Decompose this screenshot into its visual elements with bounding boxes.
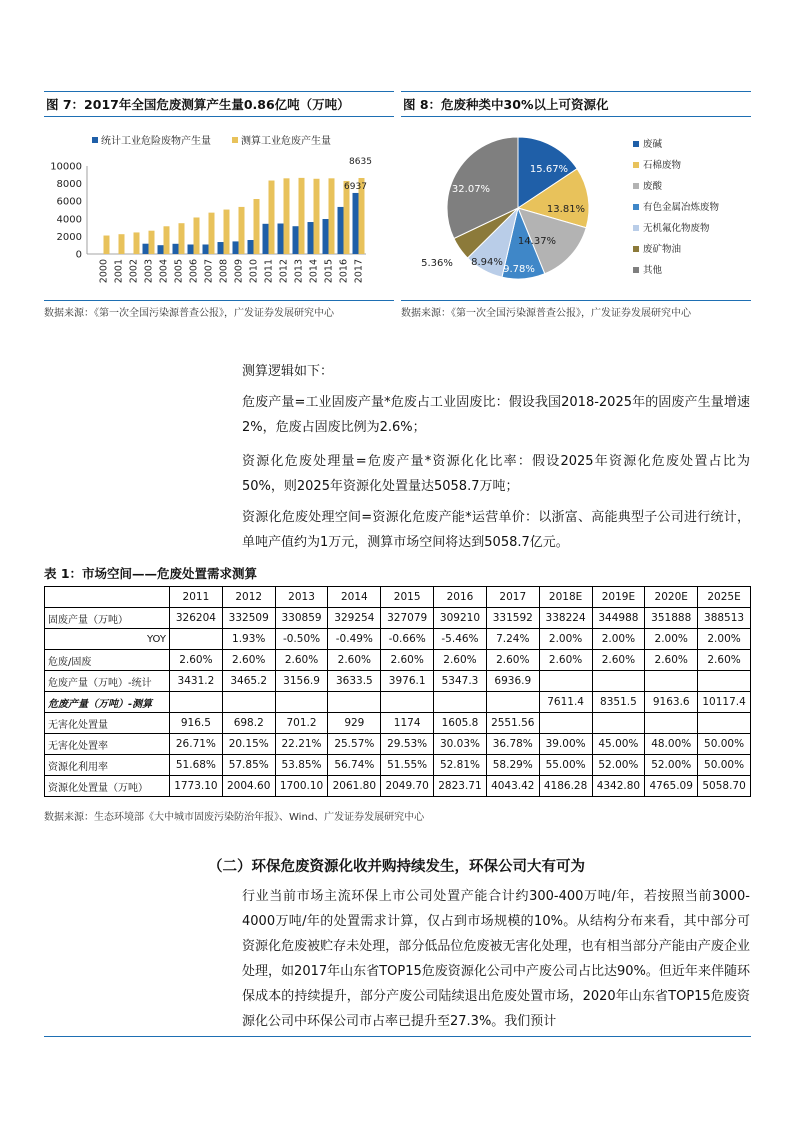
bar-est-2001 [119,234,125,254]
table-cell: 10117.4 [698,692,751,713]
fig8-top-rule [401,91,751,92]
legend-swatch-1 [232,137,238,143]
table-header-cell: 2011 [170,587,223,608]
table-row [45,650,751,671]
bar-est-2013 [299,178,305,254]
table-cell [170,629,223,650]
table-row [45,713,751,734]
table-cell: 2.00% [645,629,698,650]
fig8-source: 数据来源：《第一次全国污染源普查公报》，广发证券发展研究中心 [401,308,691,319]
table-cell: 4765.09 [645,776,698,797]
pie-legend-label-2: 废酸 [643,181,663,192]
table-cell: 26.71% [170,734,223,755]
section-body: 行业当前市场主流环保上市公司处置产能合计约300-400万吨/年，若按照当前3000-4000万吨/年的处置需求计算，仅占到市场规模的10%。从结构分布来看，其中部分可资源化危废被贮存未处理，部分低品位危废被无害化处理，也有相当部分产能由产废企业处理，如2017年山东省TOP15危废资源化公司中产废公司占比达90%。但近年来伴随环保成本的持续提升，部分产废公司陆续退出危废处置市场，2020年山东省TOP15危废资源化公司中环保公司市占率已提升至27.3%。我们预计 [242,889,750,1029]
fig8-title-rule [401,116,751,117]
table-cell: 50.00% [698,734,751,755]
bar-est-2006 [194,217,200,254]
pie-legend-label-6: 其他 [643,265,663,276]
table-cell: 20.15% [222,734,275,755]
table-cell: 332509 [222,608,275,629]
logic-paragraph-2: 资源化危废处理量=危废产量*资源化化比率：假设2025年资源化危废处置占比为50%，则2025年资源化处置量达5058.7万吨； [242,454,750,494]
table-cell: 329254 [328,608,381,629]
pie-label-4: 8.94% [471,257,503,268]
pie-legend-swatch-1 [633,162,639,168]
table-cell: 2.60% [170,650,223,671]
table-cell: 30.03% [434,734,487,755]
table-cell: 3976.1 [381,671,434,692]
table-cell: 53.85% [275,755,328,776]
table-cell: 2823.71 [434,776,487,797]
bar-est-2009 [239,207,245,254]
market-space-table [44,586,751,797]
y-tick-label: 10000 [50,161,82,173]
fig8-bottom-rule [401,300,751,301]
table-cell: 701.2 [275,713,328,734]
table-row-label: 危废产量（万吨）-测算 [45,692,170,713]
x-tick-label: 2010 [248,259,260,284]
table-row-label: 危废/固废 [45,650,170,671]
table-cell [645,671,698,692]
table-row-label: 固废产量（万吨） [45,608,170,629]
fig8-title: 图 8：危废种类中30%以上可资源化 [403,97,609,112]
table-cell: 2.60% [328,650,381,671]
table-cell: 2551.56 [486,713,539,734]
table-cell: 3156.9 [275,671,328,692]
x-tick-label: 2004 [158,259,170,284]
table-row [45,734,751,755]
table-cell: 2.60% [486,650,539,671]
pie-label-2: 14.37% [517,236,557,247]
x-tick-label: 2000 [98,259,110,284]
table-cell: 2.60% [275,650,328,671]
table-cell: 3465.2 [222,671,275,692]
pie-legend-swatch-2 [633,183,639,189]
fig7-top-rule [44,91,394,92]
table-cell: 7611.4 [539,692,592,713]
table-cell: 56.74% [328,755,381,776]
table-cell: 29.53% [381,734,434,755]
x-tick-label: 2014 [308,259,320,284]
table-row-label: 无害化处置量 [45,713,170,734]
table-cell: 52.81% [434,755,487,776]
table-cell: 2049.70 [381,776,434,797]
table-cell: 3633.5 [328,671,381,692]
y-tick-label: 6000 [56,196,82,208]
bar-stat-2011 [263,224,269,254]
table-cell: 5347.3 [434,671,487,692]
bar-stat-2017 [353,193,359,254]
x-tick-label: 2005 [173,259,185,284]
fig8-pie-chart [401,120,751,300]
table-cell: 388513 [698,608,751,629]
bar-stat-2004 [158,245,164,254]
table-cell: 4186.28 [539,776,592,797]
table-cell [539,713,592,734]
table-cell: 2.60% [645,650,698,671]
fig7-title: 图 7：2017年全国危废测算产生量0.86亿吨（万吨） [46,97,350,112]
table-cell: 351888 [645,608,698,629]
pie-legend-swatch-5 [633,246,639,252]
logic-paragraph-3: 资源化危废处理空间=资源化危废产能*运营单价：以浙富、高能典型子公司进行统计，单吨产值约为1万元，测算市场空间将达到5058.7亿元。 [242,510,750,550]
table-header-cell: 2018E [539,587,592,608]
x-tick-label: 2002 [128,259,140,284]
table-cell: 52.00% [592,755,645,776]
table-row-label: 资源化处置量（万吨） [45,776,170,797]
section-heading: （二）环保危废资源化收并购持续发生，环保公司大有可为 [208,859,585,875]
table-cell: -5.46% [434,629,487,650]
table-cell: 1.93% [222,629,275,650]
footer-rule [44,1036,751,1037]
pie-label-5: 5.36% [421,258,453,269]
bar-stat-2012 [278,224,284,254]
table-header-cell: 2012 [222,587,275,608]
x-tick-label: 2011 [263,259,275,284]
fig7-title-rule [44,116,394,117]
table-cell [222,692,275,713]
table-row [45,629,751,650]
bar-est-2015 [329,178,335,254]
bar-est-2007 [209,213,215,254]
x-tick-label: 2006 [188,259,200,284]
y-tick-label: 2000 [56,231,82,243]
bar-est-2012 [284,178,290,254]
bar-est-2004 [164,226,170,254]
bar-stat-2014 [308,222,314,254]
table-header-cell: 2013 [275,587,328,608]
pie-legend-label-4: 无机氟化物废物 [643,223,710,234]
bar-stat-2015 [323,219,329,254]
x-tick-label: 2012 [278,259,290,284]
y-tick-label: 4000 [56,214,82,226]
table-cell: 2.60% [698,650,751,671]
bar-est-2003 [149,231,155,254]
y-tick-label: 0 [75,249,82,261]
table-header-cell: 2016 [434,587,487,608]
table-cell: 344988 [592,608,645,629]
table-cell [698,671,751,692]
x-tick-label: 2015 [323,259,335,284]
table-cell [486,692,539,713]
logic-paragraph-1: 危废产量=工业固废产量*危废占工业固废比：假设我国2018-2025年的固废产生量增速2%，危废占固废比例为2.6%； [242,395,750,435]
table-cell: 1773.10 [170,776,223,797]
table-cell: 52.00% [645,755,698,776]
table-header-row [45,587,751,608]
table-cell: 2061.80 [328,776,381,797]
bar-est-2014 [314,179,320,254]
table-cell: 4043.42 [486,776,539,797]
table-cell: 2.60% [592,650,645,671]
table-cell: 338224 [539,608,592,629]
y-tick-label: 8000 [56,179,82,191]
table-cell: 2.00% [592,629,645,650]
pie-legend-label-5: 废矿物油 [643,244,682,255]
table1-title: 表 1：市场空间——危废处置需求测算 [44,566,258,581]
table-cell: 39.00% [539,734,592,755]
table-cell: 2004.60 [222,776,275,797]
x-tick-label: 2017 [353,259,365,284]
table-cell: 916.5 [170,713,223,734]
table-row [45,671,751,692]
table-cell: 2.00% [539,629,592,650]
table-cell [328,692,381,713]
x-tick-label: 2008 [218,259,230,284]
table-header-cell: 2020E [645,587,698,608]
table-row-label: 资源化利用率 [45,755,170,776]
legend-swatch-0 [92,137,98,143]
table-cell: 327079 [381,608,434,629]
table-header-cell: 2019E [592,587,645,608]
table-cell: 25.57% [328,734,381,755]
table-row-label: YOY [45,629,170,650]
table-cell: 51.55% [381,755,434,776]
table-cell: -0.50% [275,629,328,650]
legend-label-1: 测算工业危废产生量 [241,136,331,147]
table-cell: -0.49% [328,629,381,650]
table-cell: 57.85% [222,755,275,776]
data-label-est-2017: 8635 [349,157,372,168]
table-cell: 55.00% [539,755,592,776]
table-header-cell: 2025E [698,587,751,608]
pie-label-3: 9.78% [503,264,535,275]
pie-label-1: 13.81% [546,204,586,215]
bar-est-2008 [224,210,230,254]
table-cell [592,713,645,734]
table-cell: 9163.6 [645,692,698,713]
table-cell [645,713,698,734]
table-cell: 331592 [486,608,539,629]
x-tick-label: 2003 [143,259,155,284]
table-cell: 50.00% [698,755,751,776]
table-header-cell: 2017 [486,587,539,608]
table-cell: 1700.10 [275,776,328,797]
fig7-bar-chart [44,118,394,303]
x-tick-label: 2016 [338,259,350,284]
table-cell: 7.24% [486,629,539,650]
table-header-cell: 2014 [328,587,381,608]
table-cell: 309210 [434,608,487,629]
x-tick-label: 2013 [293,259,305,284]
table-header-cell [45,587,170,608]
table-cell: 8351.5 [592,692,645,713]
table1-source: 数据来源：生态环境部《大中城市固废污染防治年报》、Wind、广发证券发展研究中心 [44,812,425,823]
pie-legend-swatch-0 [633,141,639,147]
table-cell [698,713,751,734]
pie-legend-swatch-6 [633,267,639,273]
table-cell: 3431.2 [170,671,223,692]
bar-stat-2010 [248,240,254,254]
bar-stat-2009 [233,241,239,254]
table-cell: 2.60% [434,650,487,671]
bar-stat-2008 [218,242,224,254]
table-row [45,608,751,629]
table-cell [434,692,487,713]
pie-legend-swatch-3 [633,204,639,210]
bar-stat-2006 [188,244,194,254]
table-cell: 1174 [381,713,434,734]
table-row-label: 危废产量（万吨）-统计 [45,671,170,692]
table-cell: 2.60% [539,650,592,671]
table-cell: 22.21% [275,734,328,755]
data-label-stat-2017: 6937 [344,181,367,192]
bar-est-2010 [254,199,260,254]
table-cell: -0.66% [381,629,434,650]
table-cell: 698.2 [222,713,275,734]
legend-label-0: 统计工业危险废物产生量 [101,136,211,147]
table-cell [170,692,223,713]
table-row [45,755,751,776]
pie-label-6: 32.07% [451,184,491,195]
bar-est-2005 [179,223,185,254]
table-cell: 45.00% [592,734,645,755]
table-cell: 330859 [275,608,328,629]
pie-legend-label-0: 废碱 [643,139,663,150]
pie-legend-label-1: 石棉废物 [643,160,682,171]
table-cell: 2.60% [381,650,434,671]
bar-est-2002 [134,232,140,254]
x-tick-label: 2009 [233,259,245,284]
pie-label-0: 15.67% [529,164,569,175]
table-row [45,692,751,713]
bar-est-2000 [104,236,110,254]
table-cell [275,692,328,713]
x-tick-label: 2001 [113,259,125,284]
pie-legend-label-3: 有色金属冶炼废物 [643,202,720,213]
bar-stat-2007 [203,244,209,254]
fig7-bottom-rule [44,300,394,301]
table-cell: 4342.80 [592,776,645,797]
pie-legend-swatch-4 [633,225,639,231]
table-cell [539,671,592,692]
bar-est-2011 [269,181,275,254]
table-cell [592,671,645,692]
table-cell: 2.00% [698,629,751,650]
fig7-source: 数据来源：《第一次全国污染源普查公报》，广发证券发展研究中心 [44,308,334,319]
table-cell: 58.29% [486,755,539,776]
x-tick-label: 2007 [203,259,215,284]
table-header-cell: 2015 [381,587,434,608]
bar-stat-2013 [293,226,299,254]
table-row-label: 无害化处置率 [45,734,170,755]
table-cell: 2.60% [222,650,275,671]
bar-stat-2003 [143,244,149,254]
table-row [45,776,751,797]
table-cell: 1605.8 [434,713,487,734]
table-cell: 929 [328,713,381,734]
table-cell: 5058.70 [698,776,751,797]
table-cell [381,692,434,713]
table-cell: 48.00% [645,734,698,755]
table-cell: 51.68% [170,755,223,776]
logic-intro: 测算逻辑如下： [242,364,334,379]
table-cell: 36.78% [486,734,539,755]
table-cell: 6936.9 [486,671,539,692]
bar-stat-2016 [338,207,344,254]
table-cell: 326204 [170,608,223,629]
bar-stat-2005 [173,244,179,254]
